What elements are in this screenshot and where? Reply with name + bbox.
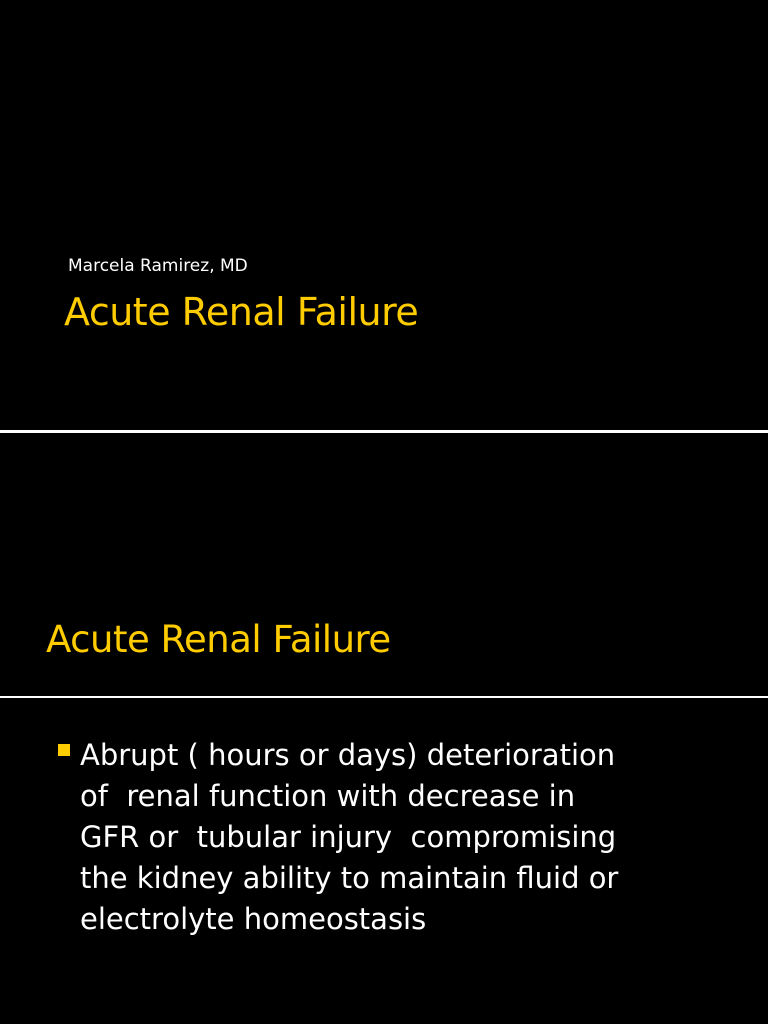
bullet-line: GFR or tubular injury compromising <box>80 820 617 854</box>
content-slide-title: Acute Renal Failure <box>46 618 391 661</box>
slide-divider <box>0 430 768 433</box>
square-bullet-icon <box>58 744 70 756</box>
author-name: Marcela Ramirez, MD <box>68 256 248 276</box>
bullet-line: electrolyte homeostasis <box>80 902 427 936</box>
bullet-line: the kidney ability to maintain fluid or <box>80 861 619 895</box>
slide-title: Acute Renal Failure <box>64 290 419 334</box>
bullet-line: of renal function with decrease in <box>80 779 576 813</box>
bullet-line: Abrupt ( hours or days) deterioration <box>80 738 616 772</box>
title-underline <box>0 696 768 698</box>
title-slide <box>0 0 768 430</box>
bullet-text <box>80 735 730 940</box>
